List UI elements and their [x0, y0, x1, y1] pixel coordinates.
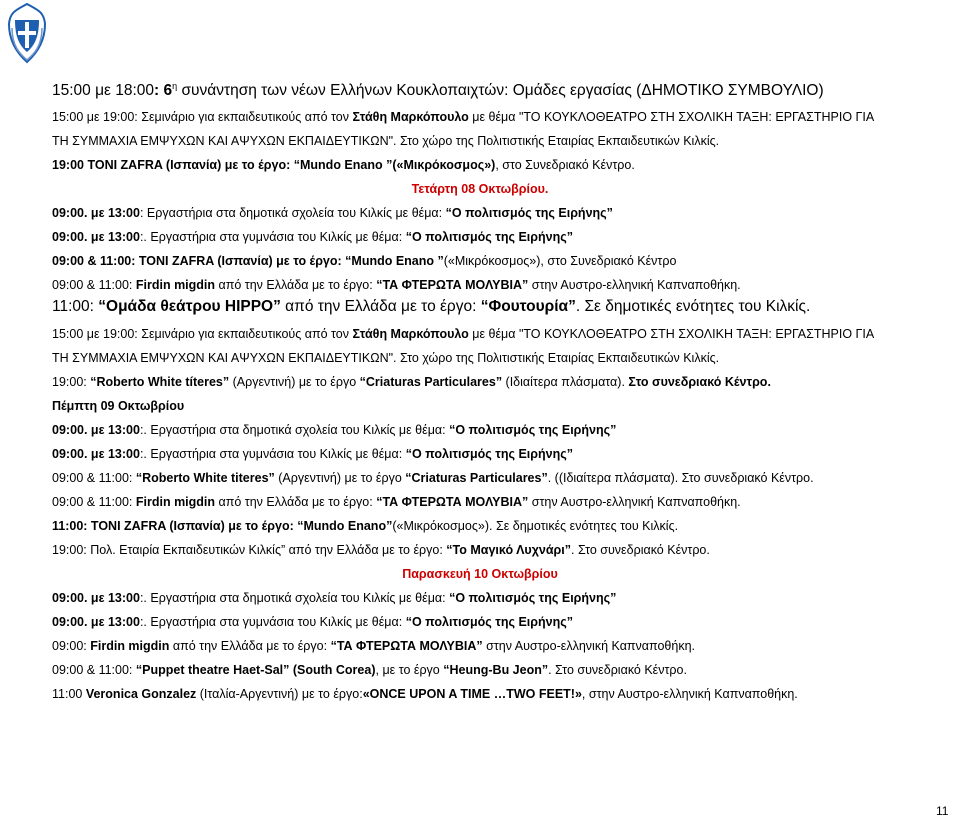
day-heading-thursday: Πέμπτη 09 Οκτωβρίου — [52, 399, 185, 413]
schedule-line: 19:00: Πολ. Εταιρία Εκπαιδευτικών Κιλκίς” από την Ελλάδα με το έργο: “Το Μαγικό Λυχνάρι”. Στο συνεδριακό Κέντρο. — [52, 543, 710, 557]
schedule-line: 09:00: Firdin migdin από την Ελλάδα με το έργο: “ΤΑ ΦΤΕΡΩΤΑ ΜΟΛΥΒΙΑ” στην Αυστρο-ελληνική Καπναποθήκη. — [52, 639, 696, 653]
seminar-line-continued: ΤΗ ΣΥΜΜΑΧΙΑ ΕΜΨΥΧΩΝ ΚΑΙ ΑΨΥΧΩΝ ΕΚΠΑΙΔΕΥΤΙΚΩΝ". Στο χώρο της Πολιτιστικής Εταιρίας Εκπαιδευτικών Κιλκίς. — [52, 351, 720, 365]
seminar-line: 15:00 με 19:00: Σεμινάριο για εκπαιδευτικούς από τον Στάθη Μαρκόπουλο με θέμα "ΤΟ ΚΟΥΚΛΟΘΕΑΤΡΟ ΣΤΗ ΣΧΟΛΙΚΗ ΤΑΞΗ: ΕΡΓΑΣΤΗΡΙΟ ΓΙΑ — [52, 110, 875, 124]
schedule-line: 11:00: “Ομάδα θεάτρου HIPPO” από την Ελλάδα με το έργο: “Φουτουρία”. Σε δημοτικές ενότητες του Κιλκίς. — [52, 298, 811, 315]
schedule-line: 11:00: TONI ZAFRA (Ισπανία) με το έργο: “Mundo Enano”(«Μικρόκοσμος»). Σε δημοτικές ενότητες του Κιλκίς. — [52, 519, 679, 533]
seminar-line: 15:00 με 19:00: Σεμινάριο για εκπαιδευτικούς από τον Στάθη Μαρκόπουλο με θέμα "ΤΟ ΚΟΥΚΛΟΘΕΑΤΡΟ ΣΤΗ ΣΧΟΛΙΚΗ ΤΑΞΗ: ΕΡΓΑΣΤΗΡΙΟ ΓΙΑ — [52, 327, 875, 341]
schedule-line: 09:00. με 13:00: Εργαστήρια στα δημοτικά σχολεία του Κιλκίς με θέμα: “Ο πολιτισμός της Ειρήνης” — [52, 206, 613, 220]
day-heading-wednesday: Τετάρτη 08 Οκτωβρίου. — [411, 182, 549, 196]
page-number: 11 — [936, 804, 949, 818]
schedule-line: 09:00. με 13:00:. Εργαστήρια στα γυμνάσια του Κιλκίς με θέμα: “Ο πολιτισμός της Ειρήνης” — [52, 230, 573, 244]
schedule-line: 09:00 & 11:00: “Puppet theatre Haet-Sal” (South Corea), με το έργο “Heung-Bu Jeon”. Στο συνεδριακό Κέντρο. — [52, 663, 687, 677]
schedule-line: 09:00 & 11:00: TONI ZAFRA (Ισπανία) με το έργο: “Mundo Enano ”(«Μικρόκοσμος»), στο Συνεδριακό Κέντρο — [52, 254, 677, 268]
schedule-line: 09:00. με 13:00:. Εργαστήρια στα γυμνάσια του Κιλκίς με θέμα: “Ο πολιτισμός της Ειρήνης” — [52, 615, 573, 629]
schedule-line: 15:00 με 18:00: $6^\eta$ συνάντηση των νέων Ελλήνων Κουκλοπαιχτών: Ομάδες εργασίας (ΔΗΜΟΤΙΚΟ ΣΥΜΒΟΥΛΙΟ) — [52, 81, 824, 100]
schedule-line: 19:00: “Roberto White títeres” (Αργεντινή) με το έργο “Criaturas Particulares” (Ιδιαίτερα πλάσματα). Στο συνεδριακό Κέντρο. — [52, 375, 771, 389]
schedule-line: 09:00 & 11:00: “Roberto White titeres” (Αργεντινή) με το έργο “Criaturas Particulares”. ((Ιδιαίτερα πλάσματα). Στο συνεδριακό Κέντρο. — [52, 471, 814, 485]
greek-coat-of-arms-icon — [6, 2, 48, 64]
schedule-line: 11:00 Veronica Gonzalez (Ιταλία-Αργεντινή) με το έργο:«ONCE UPON A TIME …TWO FEET!», στην Αυστρο-ελληνική Καπναποθήκη. — [52, 687, 798, 701]
schedule-line: 09:00. με 13:00:. Εργαστήρια στα γυμνάσια του Κιλκίς με θέμα: “Ο πολιτισμός της Ειρήνης” — [52, 447, 573, 461]
day-heading-friday: Παρασκευή 10 Οκτωβρίου — [402, 567, 558, 581]
schedule-line: 09:00 & 11:00: Firdin migdin από την Ελλάδα με το έργο: “ΤΑ ΦΤΕΡΩΤΑ ΜΟΛΥΒΙΑ” στην Αυστρο-ελληνική Καπναποθήκη. — [52, 495, 741, 509]
seminar-line-continued: ΤΗ ΣΥΜΜΑΧΙΑ ΕΜΨΥΧΩΝ ΚΑΙ ΑΨΥΧΩΝ ΕΚΠΑΙΔΕΥΤΙΚΩΝ". Στο χώρο της Πολιτιστικής Εταιρίας Εκπαιδευτικών Κιλκίς. — [52, 134, 720, 148]
schedule-line: 09:00. με 13:00:. Εργαστήρια στα δημοτικά σχολεία του Κιλκίς με θέμα: “Ο πολιτισμός της Ειρήνης” — [52, 591, 617, 605]
schedule-line: 09:00 & 11:00: Firdin migdin από την Ελλάδα με το έργο: “ΤΑ ΦΤΕΡΩΤΑ ΜΟΛΥΒΙΑ” στην Αυστρο-ελληνική Καπναποθήκη. — [52, 278, 741, 292]
schedule-line: 19:00 TONI ZAFRA (Ισπανία) με το έργο: “Mundo Enano ”(«Μικρόκοσμος»), στο Συνεδριακό Κέντρο. — [52, 158, 635, 172]
schedule-line: 09:00. με 13:00:. Εργαστήρια στα δημοτικά σχολεία του Κιλκίς με θέμα: “Ο πολιτισμός της Ειρήνης” — [52, 423, 617, 437]
